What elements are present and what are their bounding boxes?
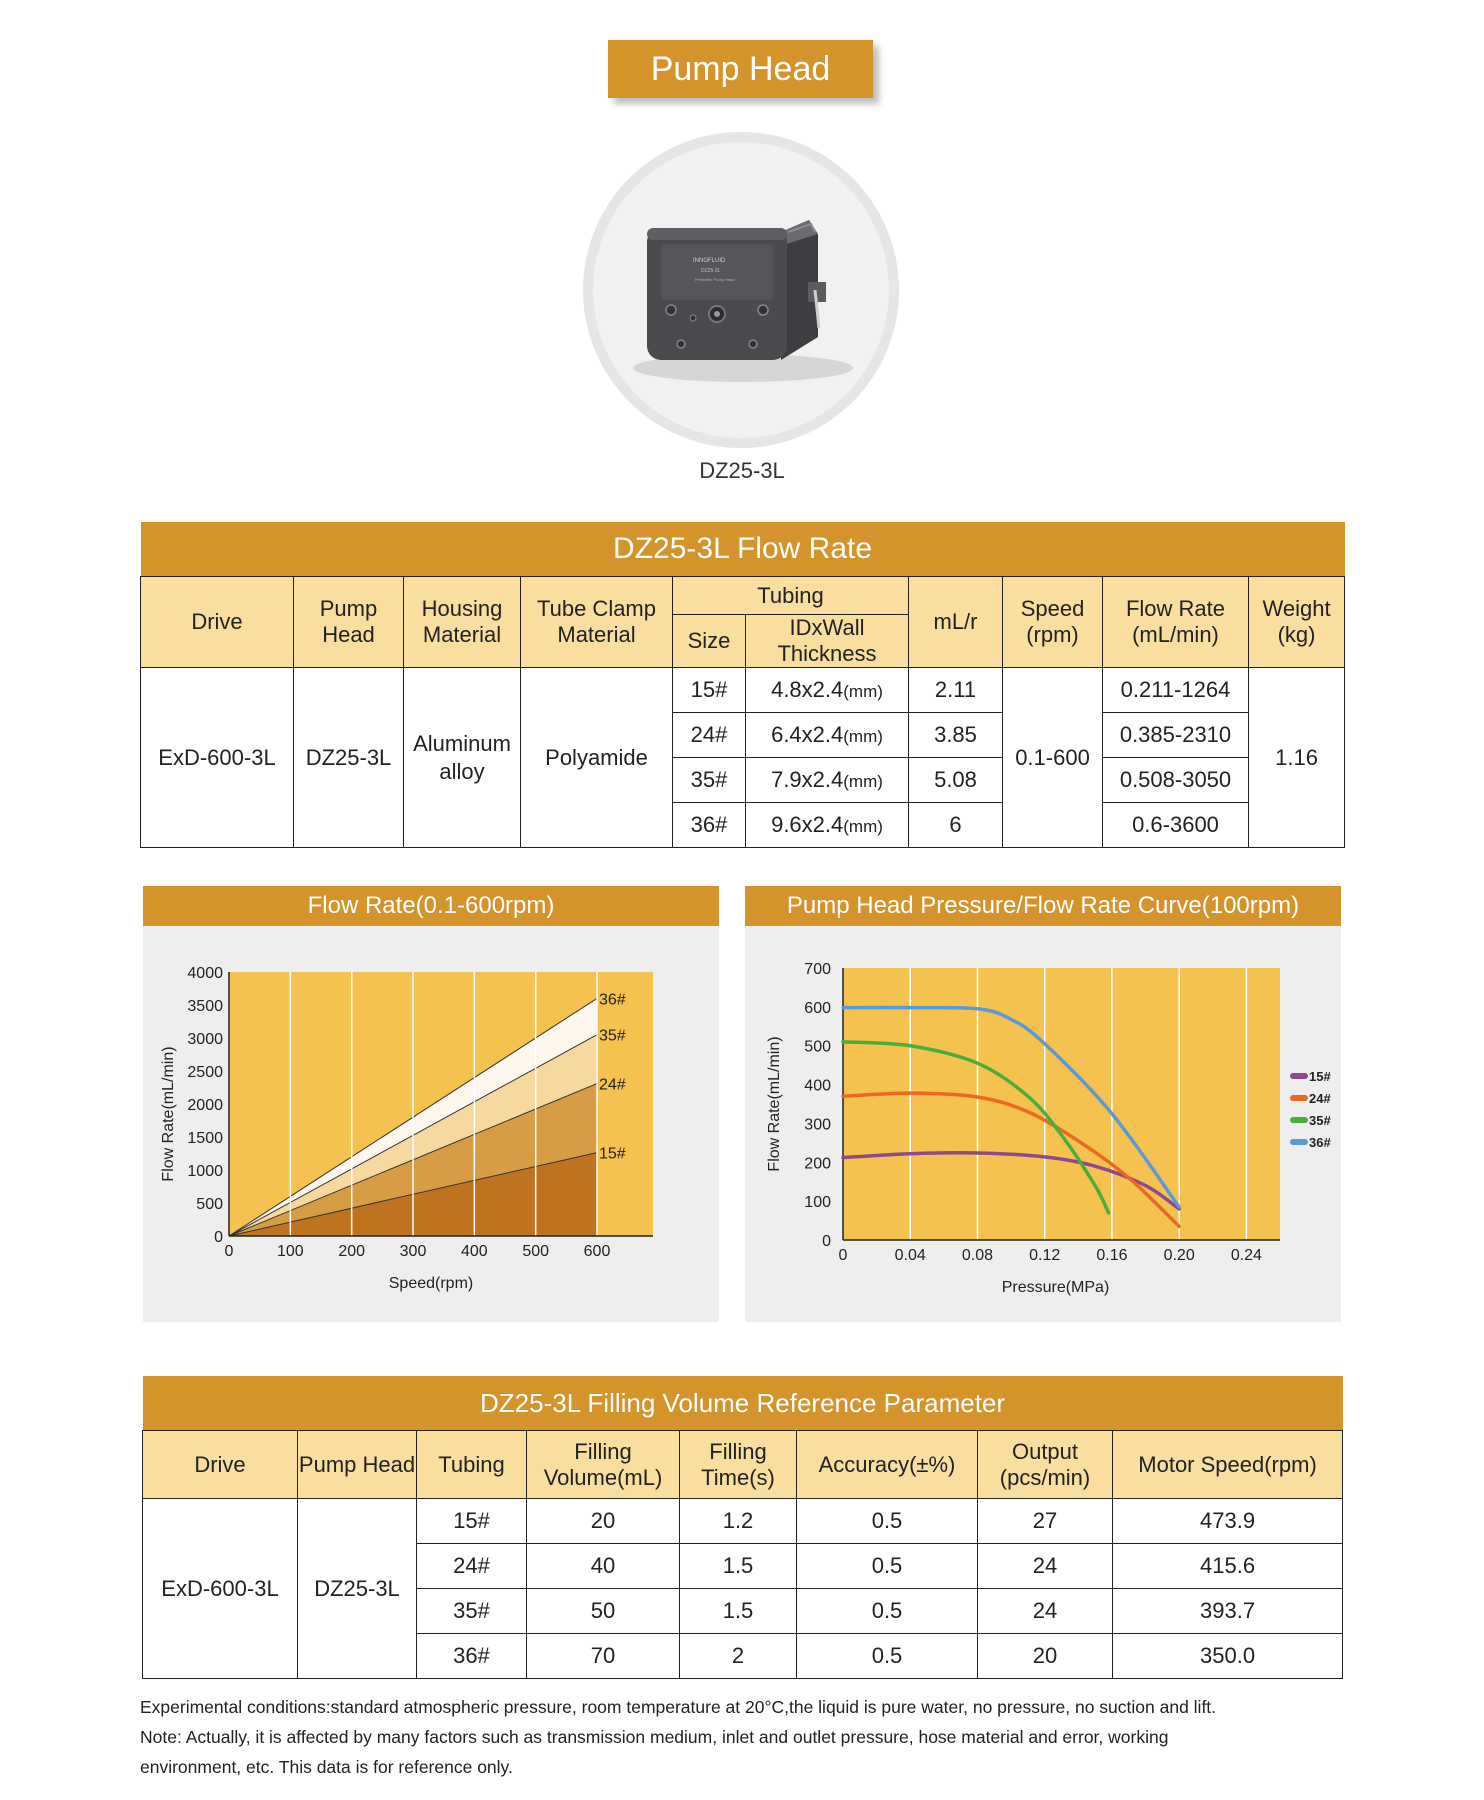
- cell-weight: 1.16: [1249, 668, 1345, 848]
- col-filling-time: Filling Time(s): [680, 1431, 797, 1499]
- cell-tubing: 36#: [417, 1634, 527, 1679]
- product-image-frame: [583, 132, 899, 448]
- cell-output: 24: [978, 1544, 1113, 1589]
- dim-value: 7.9x2.4: [771, 767, 844, 792]
- cell-time: 1.5: [680, 1544, 797, 1589]
- series-label: 35#: [599, 1027, 626, 1045]
- dim-unit: (mm): [843, 682, 883, 701]
- page-title: Pump Head: [608, 40, 873, 98]
- y-axis-title: Flow Rate(mL/min): [766, 1036, 783, 1172]
- x-tick-label: 0: [224, 1243, 234, 1260]
- dim-unit: (mm): [843, 727, 883, 746]
- col-drive: Drive: [143, 1431, 298, 1499]
- cell-size: 15#: [673, 668, 746, 713]
- flow-rate-chart-title: Flow Rate(0.1-600rpm): [143, 886, 719, 926]
- col-pump-head: Pump Head: [298, 1431, 417, 1499]
- col-speed: Speed (rpm): [1003, 577, 1103, 668]
- cell-drive: ExD-600-3L: [141, 668, 294, 848]
- cell-dim: [746, 758, 909, 803]
- cell-dim: [746, 803, 909, 848]
- product-caption: DZ25-3L: [699, 458, 785, 483]
- pressure-chart-panel: [745, 886, 1341, 1322]
- legend-label: 24#: [1309, 1091, 1331, 1106]
- x-tick-label: 0.04: [894, 1247, 926, 1264]
- y-tick-label: 400: [804, 1077, 831, 1095]
- dim-value: 4.8x2.4: [771, 677, 844, 702]
- pump-head-photo: [583, 132, 899, 448]
- note-disclaimer-cont: environment, etc. This data is for reference only.: [140, 1757, 513, 1777]
- plate-note-text: Peristaltic Pump Head: [695, 277, 735, 282]
- y-tick-label: 500: [804, 1038, 831, 1056]
- x-tick-label: 200: [338, 1243, 366, 1260]
- cell-tube-clamp: Polyamide: [521, 668, 673, 848]
- y-tick-label: 0: [822, 1233, 831, 1250]
- y-tick-label: 3500: [187, 998, 223, 1015]
- y-tick-label: 1500: [187, 1130, 223, 1147]
- flow-rate-chart: [143, 926, 719, 1322]
- cell-mlr: 6: [909, 803, 1003, 848]
- x-tick-label: 500: [522, 1243, 550, 1260]
- y-axis-title: Flow Rate(mL/min): [160, 1046, 177, 1182]
- y-tick-label: 200: [804, 1155, 831, 1173]
- legend-label: 15#: [1309, 1069, 1331, 1084]
- col-tube-clamp: Tube Clamp Material: [521, 577, 673, 668]
- col-mlr: mL/r: [909, 577, 1003, 668]
- y-tick-label: 700: [804, 961, 831, 978]
- cell-tubing: 24#: [417, 1544, 527, 1589]
- cell-motor: 393.7: [1113, 1589, 1343, 1634]
- cell-flow: 0.508-3050: [1103, 758, 1249, 803]
- col-housing: Housing Material: [404, 577, 521, 668]
- cell-tubing: 35#: [417, 1589, 527, 1634]
- cell-size: 35#: [673, 758, 746, 803]
- series-label: 24#: [599, 1076, 626, 1094]
- y-tick-label: 0: [214, 1229, 223, 1246]
- cell-size: 24#: [673, 713, 746, 758]
- cell-dim: [746, 713, 909, 758]
- fill-table-title: DZ25-3L Filling Volume Reference Parameter: [143, 1376, 1343, 1431]
- pressure-chart-title: Pump Head Pressure/Flow Rate Curve(100rpm): [745, 886, 1341, 926]
- col-idxwall: IDxWall Thickness: [746, 615, 909, 668]
- cell-accuracy: 0.5: [797, 1499, 978, 1544]
- note-conditions: Experimental conditions:standard atmospheric pressure, room temperature at 20°C,the liquid is pure water, no pressure, no suction and lift.: [140, 1697, 1217, 1717]
- cell-accuracy: 0.5: [797, 1634, 978, 1679]
- cell-tubing: 15#: [417, 1499, 527, 1544]
- x-tick-label: 0.24: [1230, 1247, 1262, 1264]
- cell-volume: 40: [527, 1544, 680, 1589]
- flow-rate-chart-panel: [143, 886, 719, 1322]
- cell-motor: 415.6: [1113, 1544, 1343, 1589]
- cell-flow: 0.211-1264: [1103, 668, 1249, 713]
- cell-pump-head: DZ25-3L: [298, 1499, 417, 1679]
- y-tick-label: 2000: [187, 1097, 223, 1114]
- cell-time: 1.5: [680, 1589, 797, 1634]
- dim-value: 6.4x2.4: [771, 722, 844, 747]
- pressure-chart: [745, 926, 1341, 1322]
- y-tick-label: 500: [196, 1196, 223, 1213]
- series-label: 36#: [599, 991, 626, 1009]
- cell-motor: 473.9: [1113, 1499, 1343, 1544]
- col-flow-rate: Flow Rate (mL/min): [1103, 577, 1249, 668]
- cell-size: 36#: [673, 803, 746, 848]
- col-tubing: Tubing: [417, 1431, 527, 1499]
- col-tubing: Tubing: [673, 577, 909, 615]
- note-disclaimer: Note: Actually, it is affected by many factors such as transmission medium, inlet and outlet pressure, hose material and error, working: [140, 1727, 1169, 1747]
- cell-output: 20: [978, 1634, 1113, 1679]
- dim-value: 9.6x2.4: [771, 812, 844, 837]
- cell-flow: 0.385-2310: [1103, 713, 1249, 758]
- cell-accuracy: 0.5: [797, 1544, 978, 1589]
- cell-time: 2: [680, 1634, 797, 1679]
- x-tick-label: 0.12: [1029, 1247, 1061, 1264]
- flow-rate-table: [140, 522, 1345, 848]
- x-tick-label: 400: [460, 1243, 488, 1260]
- col-pump-head: Pump Head: [294, 577, 404, 668]
- x-tick-label: 0.16: [1096, 1247, 1128, 1264]
- dim-unit: (mm): [843, 817, 883, 836]
- y-tick-label: 2500: [187, 1064, 223, 1081]
- col-motor-speed: Motor Speed(rpm): [1113, 1431, 1343, 1499]
- brand-plate-text: INNOFLUID: [693, 258, 726, 264]
- cell-time: 1.2: [680, 1499, 797, 1544]
- y-tick-label: 1000: [187, 1163, 223, 1180]
- x-axis-title: Speed(rpm): [388, 1275, 474, 1292]
- cell-dim: [746, 668, 909, 713]
- cell-volume: 50: [527, 1589, 680, 1634]
- cell-accuracy: 0.5: [797, 1589, 978, 1634]
- x-tick-label: 600: [583, 1243, 611, 1260]
- dim-unit: (mm): [843, 772, 883, 791]
- x-tick-label: 300: [399, 1243, 427, 1260]
- cell-output: 27: [978, 1499, 1113, 1544]
- cell-output: 24: [978, 1589, 1113, 1634]
- col-weight: Weight (kg): [1249, 577, 1345, 668]
- legend-label: 35#: [1309, 1113, 1331, 1128]
- y-tick-label: 100: [804, 1194, 831, 1212]
- col-accuracy: Accuracy(±%): [797, 1431, 978, 1499]
- col-filling-volume: Filling Volume(mL): [527, 1431, 680, 1499]
- y-tick-label: 3000: [187, 1031, 223, 1048]
- cell-housing: Aluminum alloy: [404, 668, 521, 848]
- x-tick-label: 0: [838, 1247, 848, 1264]
- cell-mlr: 2.11: [909, 668, 1003, 713]
- col-output: Output (pcs/min): [978, 1431, 1113, 1499]
- series-label: 15#: [599, 1145, 626, 1163]
- x-tick-label: 0.20: [1163, 1247, 1195, 1264]
- cell-mlr: 3.85: [909, 713, 1003, 758]
- col-drive: Drive: [141, 577, 294, 668]
- cell-volume: 70: [527, 1634, 680, 1679]
- cell-volume: 20: [527, 1499, 680, 1544]
- legend-label: 36#: [1309, 1135, 1331, 1150]
- cell-drive: ExD-600-3L: [143, 1499, 298, 1679]
- y-tick-label: 600: [804, 999, 831, 1017]
- cell-speed: 0.1-600: [1003, 668, 1103, 848]
- cell-mlr: 5.08: [909, 758, 1003, 803]
- x-axis-title: Pressure(MPa): [1001, 1279, 1110, 1296]
- x-tick-label: 100: [276, 1243, 304, 1260]
- filling-volume-table: [142, 1376, 1343, 1679]
- footnotes: [140, 1692, 1360, 1782]
- model-plate-text: DZ25-3L: [701, 268, 721, 274]
- cell-flow: 0.6-3600: [1103, 803, 1249, 848]
- x-tick-label: 0.08: [961, 1247, 994, 1264]
- cell-motor: 350.0: [1113, 1634, 1343, 1679]
- col-size: Size: [673, 615, 746, 668]
- y-tick-label: 4000: [187, 965, 223, 982]
- y-tick-label: 300: [804, 1116, 831, 1134]
- flow-table-title: DZ25-3L Flow Rate: [141, 522, 1345, 577]
- cell-pump-head: DZ25-3L: [294, 668, 404, 848]
